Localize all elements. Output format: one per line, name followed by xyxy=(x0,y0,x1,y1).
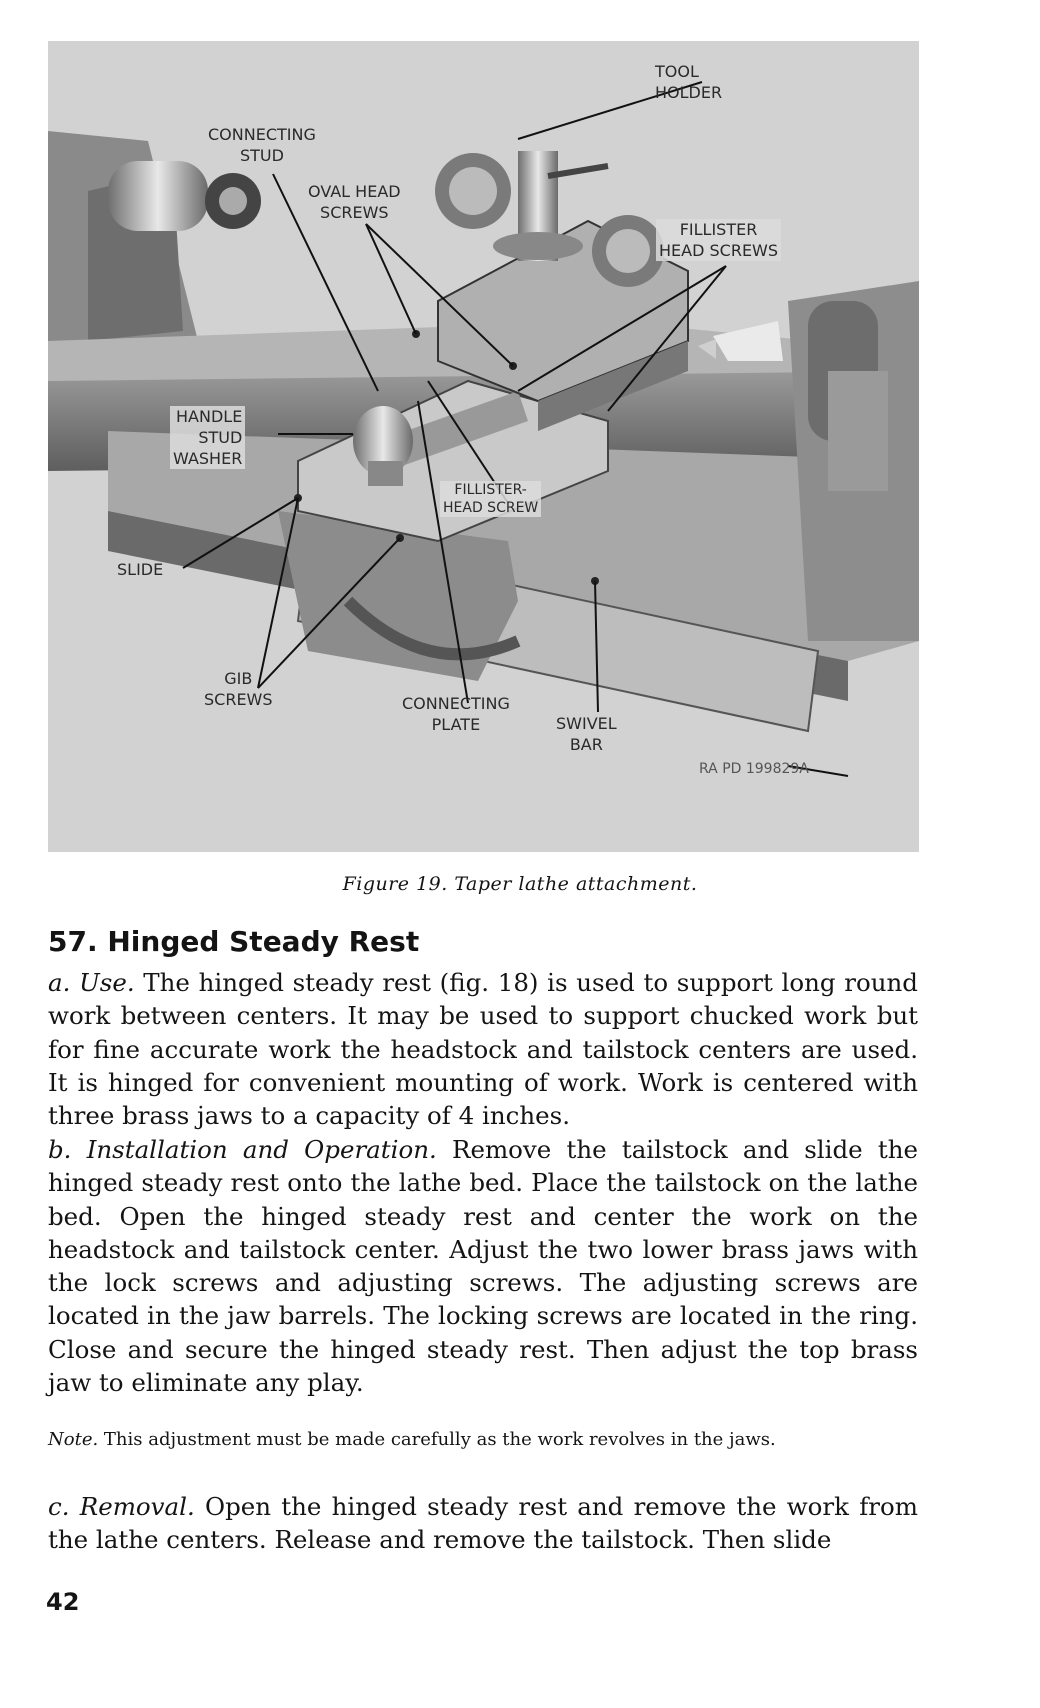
gib-screws-label: GIB SCREWS xyxy=(204,669,273,709)
tool-holder-label: TOOL HOLDER xyxy=(655,62,723,102)
figure-caption: Figure 19. Taper lathe attachment. xyxy=(342,873,698,895)
swivel-bar-label: SWIVEL BAR xyxy=(556,714,617,754)
connecting-stud-label: CONNECTING STUD xyxy=(208,125,316,165)
slide-label: SLIDE xyxy=(117,560,164,579)
paragraph-c-text: Open the hinged steady rest and remove the work from the lathe centers. Release and remove the tailstock. Then slide xyxy=(48,1492,918,1555)
connecting-plate-label: CONNECTING PLATE xyxy=(402,694,510,734)
paragraph-b xyxy=(48,1133,918,1399)
fillister-head-screw-label: FILLISTER- HEAD SCREW xyxy=(440,481,541,517)
fillister-head-screws-label: FILLISTER HEAD SCREWS xyxy=(656,219,781,261)
taper-lathe-attachment-figure xyxy=(48,41,919,852)
paragraph-b-lead: b. Installation and Operation. xyxy=(48,1135,437,1164)
paragraph-c xyxy=(48,1490,918,1557)
paragraph-a-text: The hinged steady rest (fig. 18) is used to support long round work between centers. It may be used to support chucked work but for fine accurate work the headstock and tailstock centers are used. It is hinged for convenient mounting of work. Work is centered with three brass jaws to a capacity of 4 inches. xyxy=(48,968,918,1131)
note-text: This adjustment must be made carefully as the work revolves in the jaws. xyxy=(98,1429,776,1450)
paragraph-b-text: Remove the tailstock and slide the hinged steady rest onto the lathe bed. Place the tailstock on the lathe bed. Open the hinged steady rest and center the work on the headstock and tailstock center. Adjust the two lower brass jaws with the lock screws and adjusting screws. The adjusting screws are located in the jaw barrels. The locking screws are located in the ring. Close and secure the hinged steady rest. Then adjust the top brass jaw to eliminate any play. xyxy=(48,1135,918,1398)
paragraph-a xyxy=(48,966,918,1132)
paragraph-a-lead: a. Use. xyxy=(48,968,135,997)
paragraph-c-lead: c. Removal. xyxy=(48,1492,195,1521)
note-lead: Note. xyxy=(48,1429,99,1450)
oval-head-screws-label: OVAL HEAD SCREWS xyxy=(308,182,401,222)
note xyxy=(48,1426,918,1454)
page-number: 42 xyxy=(46,1588,80,1616)
handle-stud-washer-label: HANDLE STUD WASHER xyxy=(170,406,245,469)
figure-reference-number: RA PD 199829A xyxy=(699,761,809,777)
section-heading: 57. Hinged Steady Rest xyxy=(48,925,420,958)
